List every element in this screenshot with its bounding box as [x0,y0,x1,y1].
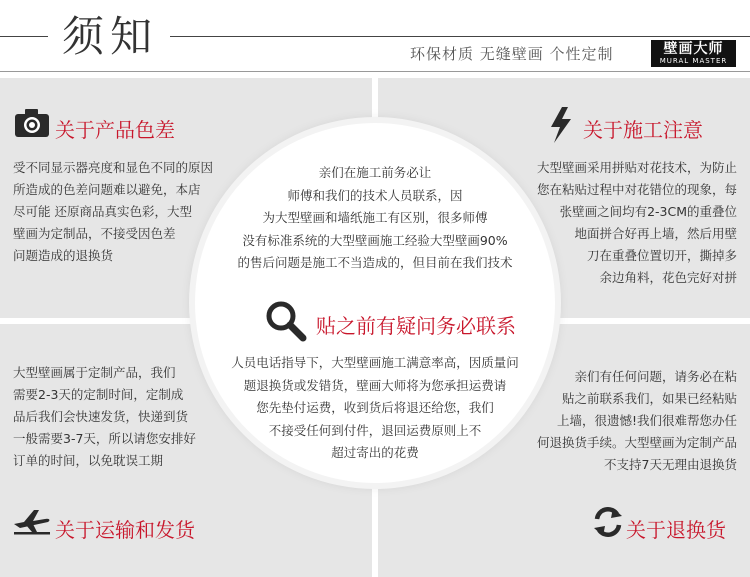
header [0,0,750,90]
text-line: 订单的时间，以免耽误工期 [13,453,164,468]
text-line: 所造成的色差问题难以避免，本店 [13,182,201,197]
text-line: 您先垫付运费，收到货后将退还给您，我们 [256,400,494,415]
camera-icon [14,108,50,138]
center-bottom-text [195,352,555,465]
section-body-color [13,157,213,267]
text-line: 亲们有任何问题，请务必在粘 [574,369,737,384]
text-line: 尽可能 还原商品真实色彩，大型 [13,204,192,219]
text-line: 大型壁画采用拼贴对花技术，为防止 [536,160,737,175]
header-subtitle: 环保材质 无缝壁画 个性定制 [410,45,614,63]
text-line: 为大型壁画和墙纸施工有区别，很多师傅 [262,210,488,225]
header-bottom-rule [0,71,750,72]
section-title-color: 关于产品色差 [55,118,175,142]
text-line: 余边角料，花色完好对拼 [599,270,737,285]
brand-name: 壁画大师 [663,41,724,57]
section-body-construction [537,157,737,289]
text-line: 品后我们会快速发货，快递到货 [13,409,189,424]
brand-logo [651,40,736,67]
text-line: 上墙，很遗憾!我们很难帮您办任 [556,413,737,428]
text-line: 张壁画之间均有2-3CM的重叠位 [559,204,737,219]
text-line: 不支持7天无理由退换货 [604,457,737,472]
text-line: 一般需要3-7天，所以请您安排好 [13,431,196,446]
text-line: 不接受任何到付件，退回运费原则上不 [268,422,482,438]
airplane-icon [12,506,52,536]
header-right-rule [170,36,750,37]
text-line: 超过寄出的花费 [331,445,419,460]
text-line: 受不同显示器亮度和显色不同的原因 [13,160,214,175]
text-line: 何退换货手续。大型壁画为定制产品 [536,435,737,450]
text-line: 师傅和我们的技术人员联系，因 [287,187,463,203]
text-line: 亲们在施工前务必让 [318,165,432,180]
text-line: 您在粘贴过程中对花错位的现象，每 [536,182,737,197]
text-line: 人员电话指导下，大型壁画施工满意率高，因质量问 [231,355,519,370]
text-line: 壁画为定制品，不接受因色差 [13,226,176,241]
text-line: 贴之前联系我们，如果已经粘贴 [561,391,737,406]
section-title-shipping: 关于运输和发货 [55,518,195,542]
section-body-shipping [13,362,196,472]
text-line: 大型壁画属于定制产品，我们 [13,365,176,380]
header-left-rule [0,36,48,37]
text-line: 刀在重叠位置切开，撕掉多 [586,248,737,263]
text-line: 地面拼合好再上墙，然后用壁 [574,226,737,241]
text-line: 题退换货或发错货，壁画大师将为您承担运费请 [243,377,507,393]
center-top-text [195,162,555,275]
text-line: 需要2-3天的定制时间，定制成 [13,387,184,402]
section-title-construction: 关于施工注意 [583,118,703,142]
text-line: 没有标准系统的大型壁画施工经验大型壁画90% [242,232,508,248]
lightning-icon [548,106,574,144]
text-line: 问题造成的退换货 [13,248,114,263]
magnifier-icon [264,300,308,342]
page-title: 须知 [62,12,159,61]
center-title: 贴之前有疑问务必联系 [316,314,516,338]
brand-english: MURAL MASTER [659,57,728,65]
section-title-returns: 关于退换货 [626,518,726,542]
refresh-icon [592,506,624,538]
text-line: 的售后问题是施工不当造成的，但目前在我们技术 [237,255,513,270]
section-body-returns [537,366,737,476]
